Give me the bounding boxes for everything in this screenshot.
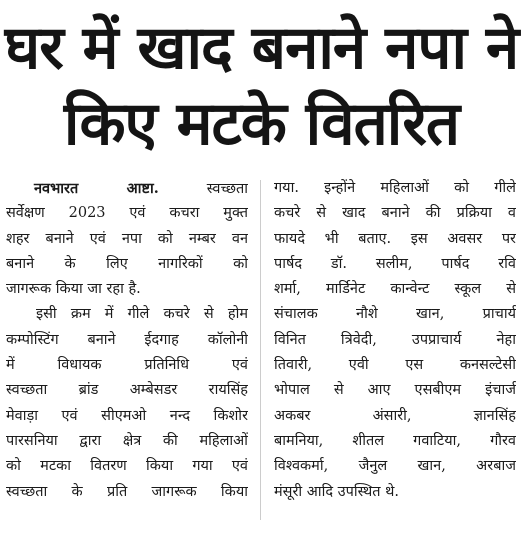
article-line: शहर बनाने एवं नपा को नम्बर वन (6, 230, 248, 247)
article-column-left (6, 176, 248, 505)
article-line: कचरे से खाद बनाने की प्रक्रिया व (274, 205, 516, 222)
article-line: गया. इन्होंने महिलाओं को गीले (274, 180, 516, 196)
headline-line-1: घर में खाद बनाने नपा ने (4, 13, 519, 83)
article-line: मंसूरी आदि उपस्थित थे. (274, 483, 399, 500)
article-line: संचालक नौशे खान, प्राचार्य (274, 306, 516, 323)
article-line: भोपाल से आए एसबीएम इंचार्ज (274, 382, 516, 399)
article-column-right (274, 176, 516, 505)
dateline: नवभारत आष्टा. (34, 180, 159, 197)
article-line: फायदे भी बताए. इस अवसर पर (274, 230, 516, 247)
article-line: में विधायक प्रतिनिधि एवं (6, 357, 248, 374)
article-line: अकबर अंसारी, ज्ञानसिंह (274, 407, 516, 424)
column-divider (260, 180, 261, 520)
headline-line-2: किए मटके वितरित (63, 89, 460, 159)
article-line: इसी क्रम में गीले कचरे से होम (36, 306, 248, 323)
article-line: स्वच्छता ब्रांड अम्बेसडर रायसिंह (6, 382, 248, 399)
article-line: तिवारी, एवी एस कनसल्टेसी (274, 357, 516, 374)
article-line: जागरूक किया जा रहा है. (6, 281, 141, 298)
article-line: पार्षद डॉ. सलीम, पार्षद रवि (274, 255, 516, 272)
article-line: कम्पोस्टिंग बनाने ईदगाह कॉलोनी (6, 331, 248, 348)
article-line: को मटका वितरण किया गया एवं (6, 458, 248, 475)
article-line: सर्वेक्षण 2023 एवं कचरा मुक्त (6, 205, 248, 222)
article-line: बनाने के लिए नागरिकों को (6, 255, 248, 272)
article-line: पारसनिया द्वारा क्षेत्र की महिलाओं (6, 432, 248, 449)
article-line: स्वच्छता के प्रति जागरूक किया (6, 483, 248, 500)
article-line: बामनिया, शीतल गवाटिया, गौरव (274, 432, 516, 449)
article-line: मेवाड़ा एवं सीएमओ नन्द किशोर (6, 407, 248, 424)
article-line-text: स्वच्छता (206, 181, 248, 197)
article-line: शर्मा, मार्डिनेट कान्वेन्ट स्कूल से (274, 281, 516, 298)
article-line: विश्वकर्मा, जैनुल खान, अरबाज (274, 458, 516, 475)
article-line (6, 176, 248, 201)
article-line: विनित त्रिवेदी, उपप्राचार्य नेहा (274, 331, 516, 348)
